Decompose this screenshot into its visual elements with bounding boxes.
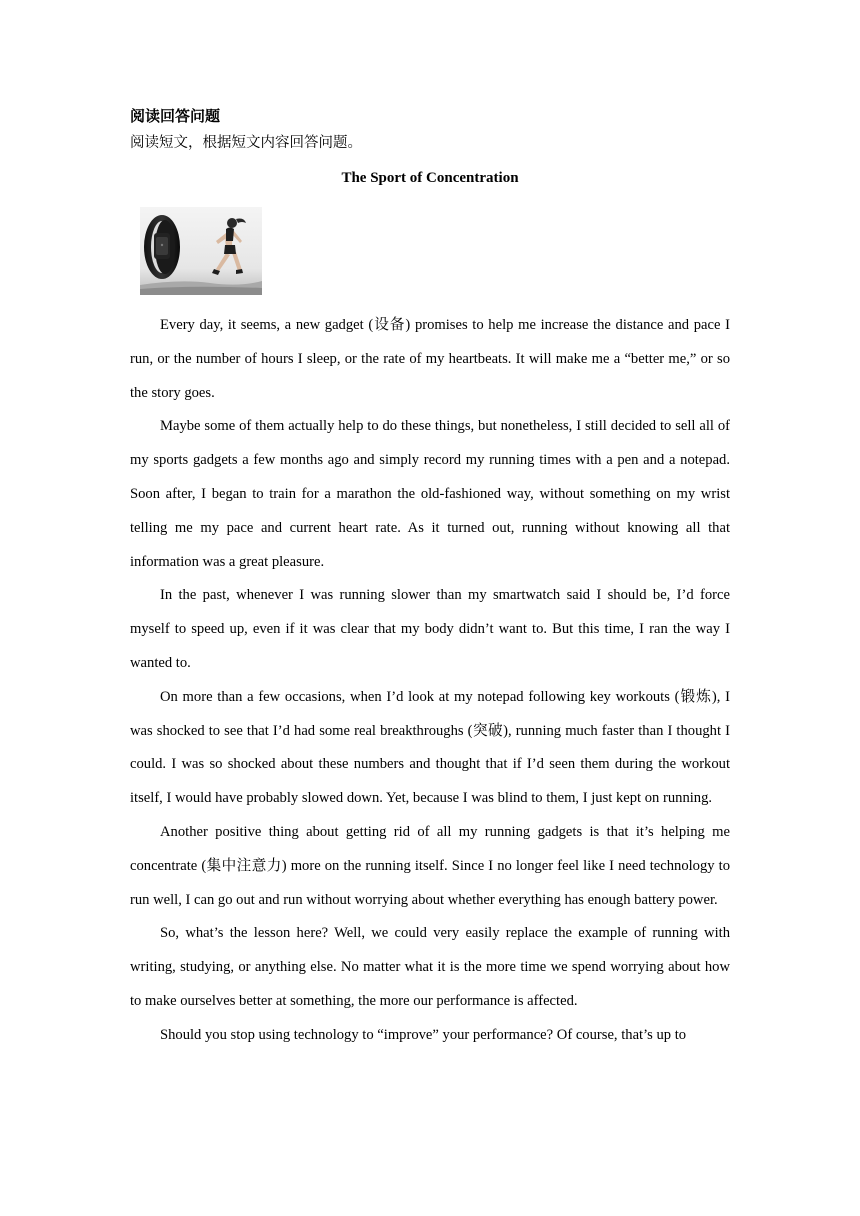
paragraph: In the past, whenever I was running slower than my smartwatch said I should be, I’d force myself to speed up, even if it was clear that my body didn’t want to. But this time, I ran the way I wanted to. [130, 587, 730, 671]
section-title: 阅读回答问题 [130, 107, 221, 125]
article-body [130, 309, 730, 1053]
paragraph: On more than a few occasions, when I’d look at my notepad following key workouts (锻炼), I was shocked to see that I’d had some real breakthroughs (突破), running much faster than I thought I could. I was so shocked about these numbers and thought that if I’d seen them during the workout itself, I would have probably slowed down. Yet, because I was blind to them, I just kept on running. [130, 688, 730, 807]
paragraph: So, what’s the lesson here? Well, we could very easily replace the example of running with writing, studying, or anything else. No matter what it is the more time we spend worrying about how to make ourselves better at something, the more our performance is affected. [130, 925, 730, 1009]
paragraph: Maybe some of them actually help to do these things, but nonetheless, I still decided to sell all of my sports gadgets a few months ago and simply record my running times with a pen and a notepad. Soon after, I began to train for a marathon the old-fashioned way, without something on my wrist telling me my pace and current heart rate. As it turned out, running without knowing all that information was a great pleasure. [130, 418, 730, 570]
paragraph: Another positive thing about getting rid of all my running gadgets is that it’s helping me concentrate (集中注意力) more on the running itself. Since I no longer feel like I need technology to run well, I can go out and run without worrying about whether everything has enough battery power. [130, 823, 730, 908]
fitness-band-and-runner-image [140, 207, 262, 295]
instruction-text: 阅读短文，根据短文内容回答问题。 [130, 135, 362, 151]
paragraph: Should you stop using technology to “improve” your performance? Of course, that’s up to [160, 1026, 687, 1043]
article-title: The Sport of Concentration [341, 170, 519, 186]
paragraph: Every day, it seems, a new gadget (设备) promises to help me increase the distance and pace I run, or the number of hours I sleep, or the rate of my heartbeats. It will make me a “better me,” or so the story goes. [130, 317, 730, 401]
